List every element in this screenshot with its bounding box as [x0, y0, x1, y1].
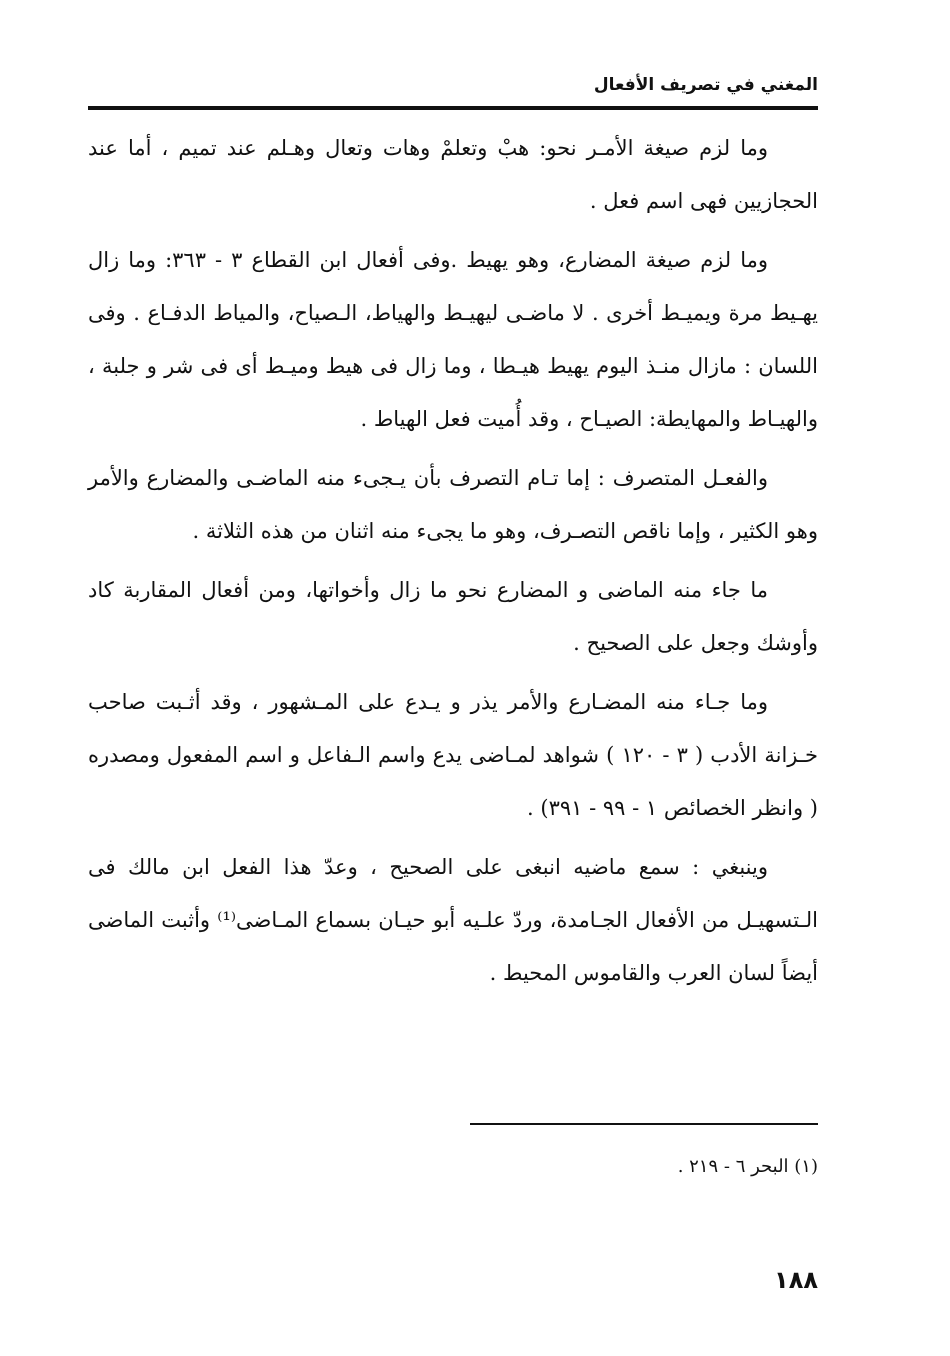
page-number: ١٨٨: [774, 1266, 818, 1294]
running-header: المغني في تصريف الأفعال: [593, 75, 818, 95]
paragraph: وما لزم صيغة المضارع، وهو يهيط .وفى أفعال ابن القطاع ٣ - ٣٦٣: وما زال يهـيط مرة ويميـط أخرى . لا ماضـى ليهيـط والهياط، الـصياح، والمياط الدفـاع . وفى اللسان : مازال منـذ اليوم يهيط هيـطا ، وما زال فى هيط وميـط أى فى شر و جلبة ، والهيـاط والمهايطة: الصيـاح ، وقد أُميت فعل الهياط .: [88, 248, 818, 431]
footnote-rule: [470, 1123, 818, 1125]
footnote: (١) البحر ٦ - ٢١٩ .: [677, 1156, 818, 1177]
paragraph: وما لزم صيغة الأمـر نحو: هبْ وتعلمْ وهات وتعال وهـلم عند تميم ، أما عند الحجازيين فهى اسم فعل .: [88, 136, 818, 213]
paragraph: ما جاء منه الماضى و المضارع نحو ما زال وأخواتها، ومن أفعال المقاربة كاد وأوشك وجعل على الصحيح .: [88, 578, 818, 655]
body-text: [88, 122, 818, 1006]
paragraph: وما جـاء منه المضـارع والأمر يذر و يـدع على المـشهور ، وقد أثـبت صاحب خـزانة الأدب ( ٣ - ١٢٠ ) شواهد لمـاضى يدع واسم الـفاعل و اسم المفعول ومصدره ( وانظر الخصائص ١ - ٩٩ - ٣٩١) .: [88, 690, 819, 820]
paragraph: والفعـل المتصرف : إما تـام التصرف بأن يـجىء منه الماضـى والمضارع والأمر وهو الكثير ، وإما ناقص التصـرف، وهو ما يجىء منه اثنان من هذه الثلاثة .: [88, 466, 818, 543]
paragraph: وينبغي : سمع ماضيه انبغى على الصحيح ، وعدّ هذا الفعل ابن مالك فى الـتسهيـل من الأفعال الجـامدة، وردّ علـيه أبو حيـان بسماع المـاضى⁽¹⁾ وأثبت الماضى أيضاً لسان العرب والقاموس المحيط .: [88, 855, 818, 985]
header-rule: [88, 106, 818, 110]
